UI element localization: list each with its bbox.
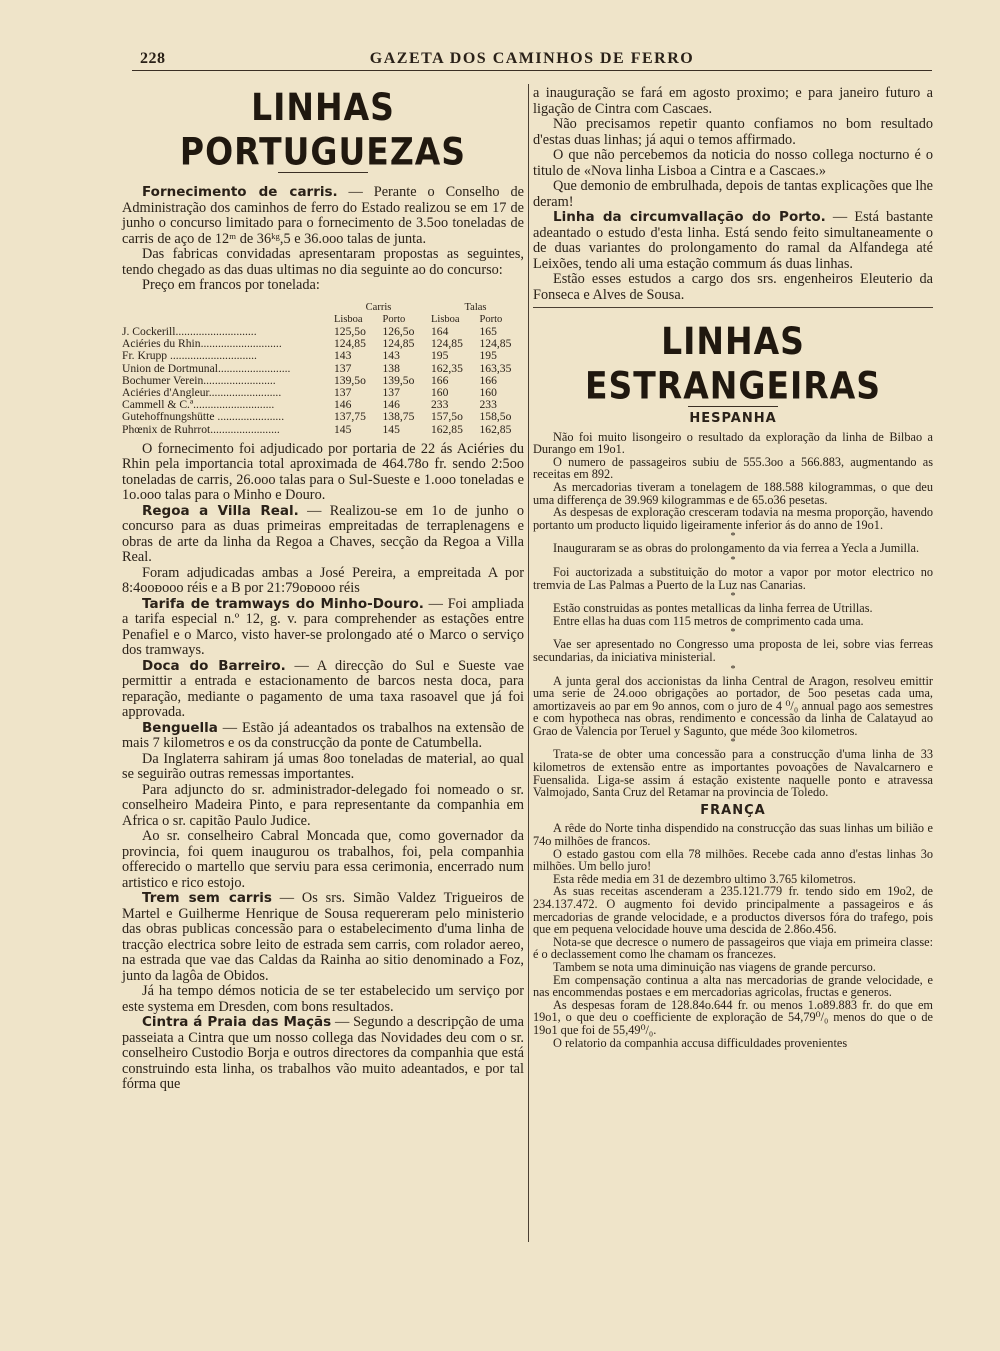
news-item: O numero de passageiros subiu de 555.3oo a 566.883, augmentando as receitas em 892.	[533, 454, 933, 482]
subsection-heading-france: FRANÇA	[700, 802, 766, 818]
column-group-carris: Carris	[365, 301, 392, 313]
cell: 163,35	[479, 361, 512, 375]
asterisk-separator: *	[730, 663, 736, 675]
news-item: Inauguraram se as obras do prolongamento da via ferrea a Yecla a Jumilla.	[553, 541, 920, 556]
journal-title: GAZETA DOS CAMINHOS DE FERRO	[369, 50, 695, 67]
article-text: — Perante o Conselho de Administração dos caminhos de ferro do Estado realizou se em 17 de junho o concurso limitado para o fornecimento de 3.5oo toneladas de carris de aço de 12ᵐ de 36ᵏᵍ,5 e 36.ooo talas de junta.	[122, 184, 524, 247]
cell: 160	[431, 385, 449, 399]
cell: 162,85	[479, 422, 512, 436]
article-barreiro	[122, 659, 524, 721]
column-header-lisboa: Lisboa	[431, 313, 460, 325]
paragraph: Para adjuncto do sr. administrador-delegado foi nomeado o sr. conselheiro Madeira Pinto, e para representante da companhia em Africa o sr. capitão Paulo Judice.	[122, 781, 524, 829]
table-row	[122, 338, 524, 350]
news-item: Trata-se de obter uma concessão para a construcção d'uma linha de 33 kilometros de extensão entre as importantes povoações de Navalcarnero e Fuensalida. Liga-se assim á estação existente naquelle ponto e atravessa Valmojado, Santa Cruz del Retamar na provincia de Toledo.	[533, 747, 933, 800]
asterisk-separator: *	[730, 591, 736, 603]
right-column	[533, 86, 933, 1049]
left-column	[122, 86, 524, 1093]
paragraph: Das fabricas convidadas apresentaram propostas as seguintes, tendo chegado as das duas ultimas no dia seguinte ao do concurso:	[122, 246, 524, 278]
cell: 145	[334, 422, 352, 436]
cell: 137,75	[334, 410, 366, 424]
article-heading: Cintra á Praia das Maçãs	[142, 1014, 332, 1031]
asterisk-separator: *	[730, 737, 736, 749]
article-heading: Fornecimento de carris.	[142, 184, 338, 200]
news-item: Esta rêde media em 31 de dezembro ultimo 3.765 kilometros.	[553, 871, 856, 886]
news-item: Tambem se nota uma diminuição nas viagens de grande percurso.	[553, 959, 876, 974]
article-carris	[122, 185, 524, 247]
paragraph: Da Inglaterra sahiram já umas 8oo toneladas de material, ao qual se seguirão outras remessas importantes.	[122, 750, 524, 783]
row-label: Bochumer Verein.........................	[122, 374, 276, 387]
cell: 195	[431, 349, 449, 363]
cell: 146	[382, 398, 400, 412]
paragraph: Estão esses estudos a cargo dos srs. engenheiros Eleuterio da Fonseca e Alves de Sousa.	[533, 271, 933, 303]
table-row	[122, 350, 524, 362]
column-group-talas: Talas	[464, 301, 487, 313]
row-label: Union de Dortmunal.........................	[122, 362, 291, 375]
paragraph: O fornecimento foi adjudicado por portaria de 22 ás Aciéries du Rhin pela importancia total aproximada de 464.78o fr. sendo 2:5oo toneladas de carris, 26.ooo talas para o Sul-Sueste e 1.ooo toneladas e 1o.ooo talas para o Minho e Douro.	[122, 440, 524, 504]
cell: 195	[479, 349, 497, 363]
row-label: Aciéries d'Angleur.........................	[122, 386, 282, 399]
cell: 124,85	[431, 337, 463, 351]
article-text: — Realizou-se em 1o de junho o concurso para as duas primeiras empreitadas de terraplenagens e obras de arte da linha da Regoa a Chaves, secção da Regoa a Villa Real.	[122, 502, 524, 566]
article-heading: Linha da circumvallação do Porto.	[553, 209, 826, 225]
column-header-lisboa: Lisboa	[334, 313, 363, 325]
article-heading: Doca do Barreiro.	[142, 657, 286, 674]
page-header	[132, 48, 932, 71]
row-label: Fr. Krupp ..............................	[122, 350, 257, 363]
news-item: Entre ellas ha duas com 115 metros de comprimento cada uma.	[553, 613, 864, 628]
article-tramways	[122, 597, 524, 659]
subsection-heading-spain: HESPANHA	[689, 411, 777, 426]
cell: 160	[479, 385, 497, 399]
row-label: Gutehoffnungshütte .......................	[122, 411, 285, 424]
cell: 125,5o	[334, 324, 366, 338]
row-label: Phœnix de Ruhrrot........................	[122, 423, 280, 436]
article-text: — Está bastante adeantado o estudo d'esta linha. Está sendo feito simultaneamente o de duas variantes do prolongamento do ramal da Alfandega até Leixões, tendo ali uma estação commum ás duas linhas.	[533, 209, 933, 272]
cell: 157,5o	[431, 410, 463, 424]
paragraph: O que não percebemos da noticia do nosso collega nocturno é o titulo de «Nova linha Lisboa a Cintra e a Cascaes.»	[533, 147, 933, 179]
cell: 137	[334, 361, 352, 375]
article-circumvallacao	[533, 210, 933, 272]
paragraph: Preço em francos por tonelada:	[142, 277, 320, 293]
cell: 124,85	[382, 337, 415, 351]
article-text: — Estão já adeantados os trabalhos na extensão de mais 7 kilometros e os da construcção da ponte de Catumbella.	[122, 719, 524, 752]
asterisk-separator: *	[730, 627, 736, 639]
paragraph: Não precisamos repetir quanto confiamos no bom resultado d'estas duas linhas; já aqui o temos affirmado.	[533, 116, 933, 148]
paragraph: a inauguração se fará em agosto proximo; e para janeiro futuro a ligação de Cintra com Cascaes.	[533, 85, 933, 117]
cell: 124,85	[334, 337, 366, 351]
article-text: — A direcção do Sul e Sueste vae permittir a entrada e estacionamento de barcos nesta doca, para reparação, mediante o pagamento de uma taxa rasoavel que já foi approvada.	[122, 657, 524, 721]
news-item: As mercadorias tiveram a tonelagem de 188.588 kilogrammas, o que deu uma differença de 39.969 kilogrammas e de 65.o36 pesetas.	[533, 479, 933, 507]
cell: 162,35	[431, 361, 463, 375]
cell: 138	[382, 361, 400, 375]
cell: 143	[334, 349, 352, 363]
cell: 138,75	[382, 410, 415, 424]
article-cintra	[122, 1015, 524, 1093]
news-item: As despesas de exploração cresceram todavia na mesma proporção, havendo portanto um producto liquido ligeiramente inferior ás do anno de 19o1.	[533, 505, 933, 532]
cell: 233	[479, 398, 497, 412]
cell: 139,5o	[334, 373, 366, 387]
article-text: — Os srs. Simão Valdez Trigueiros de Martel e Guilherme Henrique de Sousa requereram pelo ministerio das obras publicas concessão para o estabelecimento d'uma linha de tracção electrica sobre leito de estrada sem carris, com rolador aereo, na estrada que vae das Caldas da Rainha ao sitio denominado a Foz, junto da lagôa de Obidos.	[122, 890, 524, 984]
cell: 165	[479, 324, 497, 338]
section-title-portuguese: LINHAS PORTUGUEZAS	[179, 85, 467, 174]
news-item: Não foi muito lisongeiro o resultado da exploração da linha de Bilbao a Durango em 19o1.	[533, 429, 933, 457]
page-number: 228	[140, 50, 166, 67]
price-table	[122, 302, 524, 436]
article-heading: Tarifa de tramways do Minho-Douro.	[142, 595, 424, 612]
column-divider	[528, 84, 529, 1242]
news-item: Estão construidas as pontes metallicas da linha ferrea de Utrillas.	[553, 601, 873, 616]
paragraph: Ao sr. conselheiro Cabral Moncada que, como governador da provincia, foi quem inaugurou os trabalhos, foi, pela companhia offerecido o martello que serviu para essa cerimonia, encerrado num artistico e rico estojo.	[122, 828, 524, 891]
cell: 126,5o	[382, 324, 415, 338]
cell: 164	[431, 324, 449, 338]
section-divider	[533, 307, 933, 308]
table-row	[122, 424, 524, 436]
news-item: O estado gastou com ella 78 milhões. Recebe cada anno d'estas linhas 3o milhões. Um bello juro!	[533, 846, 933, 874]
article-text: — Foi ampliada a tarifa especial n.º 12, g. v. para comprehender as estações entre Penafiel e o Marco, visto haver-se prolongado até o Marco o serviço dos tramways.	[122, 595, 524, 659]
paragraph: Que demonio de embrulhada, depois de tantas explicações que lhe deram!	[533, 178, 933, 210]
news-item: A rêde do Norte tinha dispendido na construcção das suas linhas um bilião e 74o milhões de francos.	[533, 821, 933, 849]
article-trem-sem-carris	[122, 891, 524, 984]
cell: 137	[382, 385, 400, 399]
news-item: As suas receitas ascenderam a 235.121.779 fr. tendo sido em 19o2, de 234.137.472. O augmento foi devido principalmente a passageiros e ás mercadorias de grande velocidade, e a productos diversos fóra do trafego, pois que em pequena velocidade houve uma descida de 2.86o.456.	[533, 884, 933, 937]
news-item: Vae ser apresentado no Congresso uma proposta de lei, sobre vias ferreas secundarias, da iniciativa ministerial.	[533, 637, 933, 664]
cell: 139,5o	[382, 373, 415, 387]
news-item: O relatorio da companhia accusa difficuldades provenientes	[553, 1035, 848, 1050]
article-heading: Benguella	[142, 719, 218, 736]
cell: 233	[431, 398, 449, 412]
news-item: Foi auctorizada a substituição do motor a vapor por motor electrico no tremvia de Las Palmas a Puerto de la Luz nas Canarias.	[533, 564, 933, 592]
article-text: — Segundo a descripção de uma passeiata a Cintra que um nosso collega das Novidades deu com o sr. conselheiro Custodio Borja e outros directores da companhia que está construindo esta linha, os trabalhos vão muito adeantados, e por tal fórma que	[122, 1014, 524, 1093]
cell: 124,85	[479, 337, 512, 351]
table-row	[122, 399, 524, 411]
cell: 137	[334, 385, 352, 399]
paragraph: Já ha tempo démos noticia de se ter estabelecido um serviço por este systema em Dresden, com bons resultados.	[122, 983, 524, 1015]
table-row	[122, 326, 524, 338]
cell: 146	[334, 398, 352, 412]
cell: 158,5o	[479, 410, 512, 424]
table-row	[122, 411, 524, 423]
cell: 166	[479, 373, 497, 387]
news-item: As despesas foram de 128.84o.644 fr. ou menos 1.o89.883 fr. do que em 19o1, o que deu o coefficiente de exploração de 54,79⁰/₀ menos do que o de 19o1 que foi de 55,49⁰/₀.	[533, 997, 933, 1037]
row-label: J. Cockerill............................	[122, 325, 257, 338]
news-item: Nota-se que decresce o numero de passageiros que viaja em primeira classe: é o declassement como lhe chamam os francezes.	[533, 934, 933, 962]
article-benguella	[122, 721, 524, 752]
table-row	[122, 363, 524, 375]
cell: 145	[382, 422, 400, 436]
news-item: Em compensação continua a alta nas mercadorias de grande velocidade, e nas encommendas postaes e em mercadorias agricolas, fructas e generos.	[533, 972, 933, 1000]
section-title-foreign: LINHAS ESTRANGEIRAS	[584, 319, 881, 408]
row-label: Cammell & C.ª............................	[122, 399, 275, 412]
row-label: Aciéries du Rhin............................	[122, 338, 282, 351]
news-item: A junta geral dos accionistas da linha Central de Aragon, resolveu emittir uma serie de 24.ooo obrigações ao portador, de 5oo pesetas cada uma, amortizaveis ao par em 9o annos, com o juro de 4 ⁰/₀ annual pago aos semestres e com hypotheca nas obras, rendimento e concessão da linha de Calatayud ao Grao de Valencia por Teruel y Sagunto, que méde 3oo kilometros.	[533, 673, 933, 738]
asterisk-separator: *	[730, 531, 736, 543]
article-heading: Trem sem carris	[142, 890, 272, 907]
table-row	[122, 375, 524, 387]
article-heading: Regoa a Villa Real.	[142, 502, 299, 519]
asterisk-separator: *	[730, 554, 736, 566]
cell: 166	[431, 373, 449, 387]
paragraph: Foram adjudicadas ambas a José Pereira, a empreitada A por 8:4ooᴆooo réis e a B por 21:79oᴆooo réis	[122, 564, 524, 597]
cell: 162,85	[431, 422, 463, 436]
table-row	[122, 387, 524, 399]
article-regoa	[122, 504, 524, 566]
cell: 143	[382, 349, 400, 363]
column-header-porto: Porto	[479, 313, 503, 325]
column-header-porto: Porto	[382, 313, 406, 325]
